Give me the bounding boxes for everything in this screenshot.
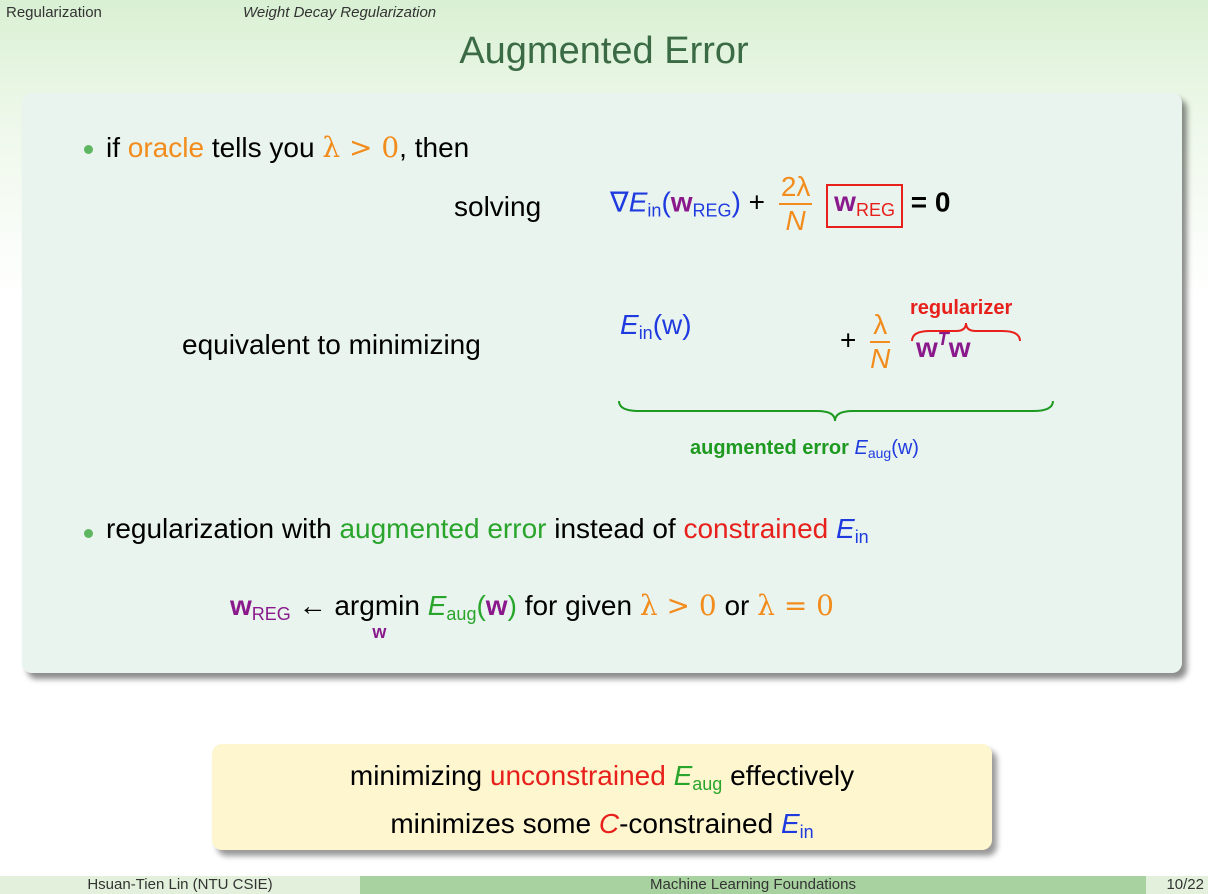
regularizer-label: regularizer [910,297,1013,319]
minimizing-label: equivalent to minimizing [182,329,481,360]
callout-line-2: minimizes some C-constrained $E_{in}$ [390,808,814,842]
slide-title: Augmented Error [459,30,749,72]
minimizing-plus: + $\frac{\lambda}{N}$ [840,309,891,374]
footer-course: Machine Learning Foundations [360,876,1146,894]
footer-author: Hsuan-Tien Lin (NTU CSIE) [0,876,360,894]
footer-page-number: 10/22 [1146,876,1208,894]
content-box [22,93,1182,673]
bullet-oracle: if oracle tells you λ > 0, then [106,131,470,164]
bullet-augmented: regularization with augmented error instead of constrained $E_{in}$ [106,513,869,547]
nav-subsection[interactable]: Weight Decay Regularization [243,4,437,21]
boxed-w-reg: $w_{REG}$ [826,184,903,228]
bullet-dot [84,529,93,538]
solving-equation: $\nabla E_{in}(w_{REG})$ + $\frac{2\lambda}{N}$ $w_{REG} = 0$ [610,171,951,236]
augmented-label: augmented error $E_{aug}(w)$ [690,437,919,461]
footer [0,876,1208,894]
argmin-equation: $w_{REG}$ ← argmin w $E_{aug}(w)$ for given λ > 0 or λ = 0 [230,589,834,642]
nav-section[interactable]: Regularization [6,4,102,21]
minimizing-equation: $E_{in}(w)$ [620,309,692,343]
callout-box [212,744,992,850]
frac-2lambda-over-n: $\frac{2\lambda}{N}$ [780,171,811,236]
underbrace-augmented [617,399,1057,421]
argmin-subscript: w [372,622,387,642]
callout-line-1: minimizing unconstrained $E_{aug}$ effectively [349,760,855,794]
frac-lambda-over-n: $\frac{\lambda}{N}$ [870,309,891,374]
solving-label: solving [454,191,542,222]
bullet-dot [84,145,93,154]
regularizer-term: $w^Tw$ [916,329,971,363]
nav-bar [0,2,1208,24]
